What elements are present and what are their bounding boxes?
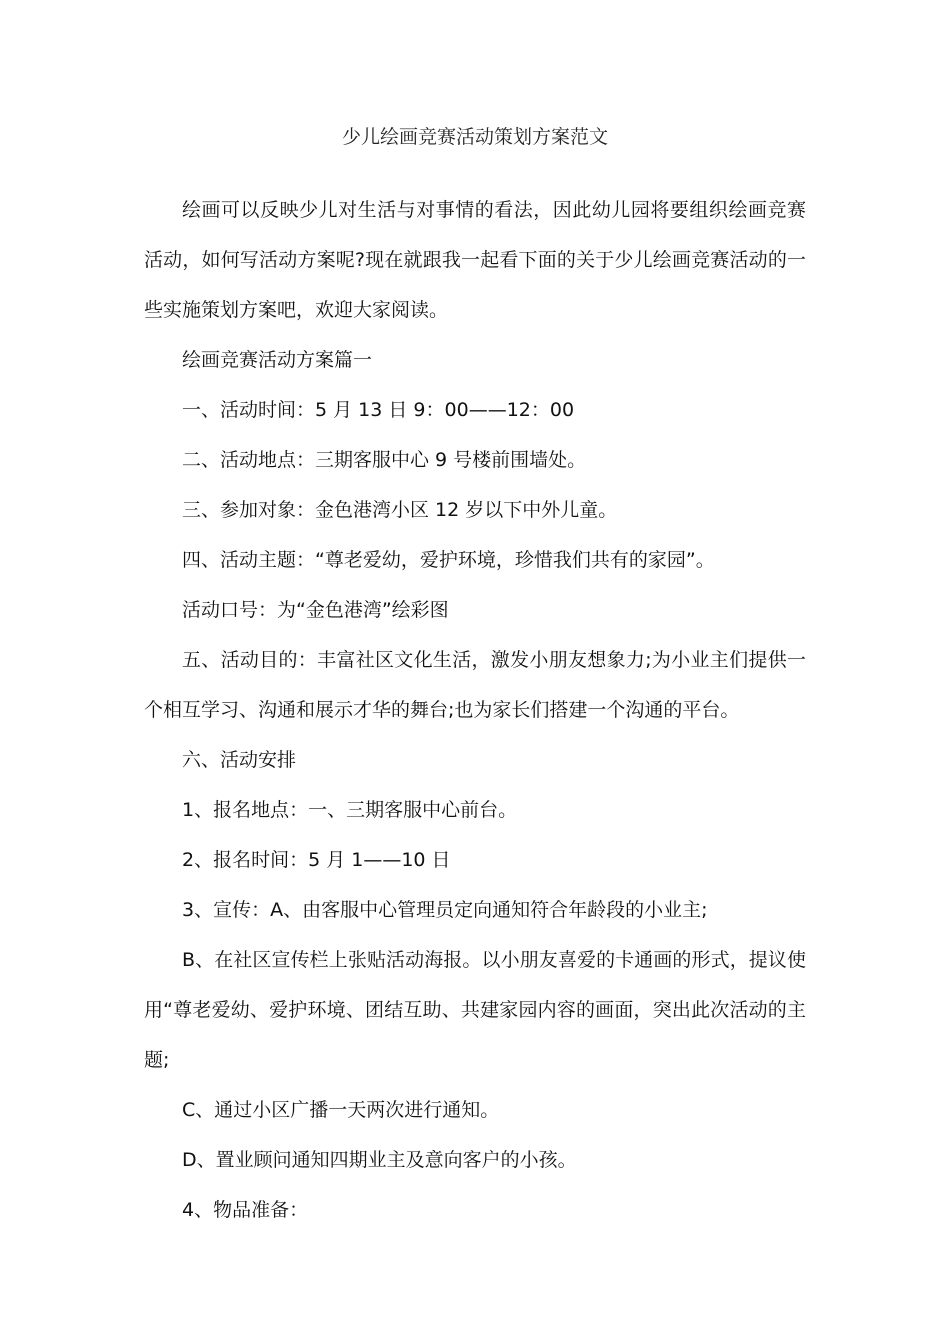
- promotion-d: D、置业顾问通知四期业主及意向客户的小孩。: [182, 1149, 577, 1171]
- promotion-a: 3、宣传：A、由客服中心管理员定向通知符合年龄段的小业主;: [182, 899, 708, 921]
- document-title: 少儿绘画竞赛活动策划方案范文: [341, 126, 608, 148]
- activity-slogan: 活动口号：为“金色港湾”绘彩图: [182, 599, 449, 621]
- promotion-c: C、通过小区广播一天两次进行通知。: [182, 1099, 500, 1121]
- activity-time: 一、活动时间：5 月 13 日 9：00——12：00: [182, 399, 575, 421]
- promotion-b: B、在社区宣传栏上张贴活动海报。以小朋友喜爱的卡通画的形式，提议使用“尊老爱幼、爱护环境、团结互助、共建家园内容的画面，突出此次活动的主题;: [144, 949, 806, 1071]
- registration-location: 1、报名地点：一、三期客服中心前台。: [182, 799, 518, 821]
- section-heading: 绘画竞赛活动方案篇一: [182, 349, 373, 371]
- activity-purpose: 五、活动目的：丰富社区文化生活，激发小朋友想象力;为小业主们提供一个相互学习、沟通和展示才华的舞台;也为家长们搭建一个沟通的平台。: [144, 649, 806, 721]
- activity-location: 二、活动地点：三期客服中心 9 号楼前围墙处。: [182, 449, 587, 471]
- activity-arrangement-heading: 六、活动安排: [182, 749, 297, 771]
- materials-heading: 4、物品准备：: [182, 1199, 309, 1221]
- paragraph-intro: 绘画可以反映少儿对生活与对事情的看法，因此幼儿园将要组织绘画竞赛活动，如何写活动方案呢?现在就跟我一起看下面的关于少儿绘画竞赛活动的一些实施策划方案吧，欢迎大家阅读。: [144, 199, 806, 321]
- registration-time: 2、报名时间：5 月 1——10 日: [182, 849, 451, 871]
- activity-theme: 四、活动主题：“尊老爱幼，爱护环境，珍惜我们共有的家园”。: [182, 549, 715, 571]
- participants: 三、参加对象：金色港湾小区 12 岁以下中外儿童。: [182, 499, 618, 521]
- document-body: [144, 185, 806, 1235]
